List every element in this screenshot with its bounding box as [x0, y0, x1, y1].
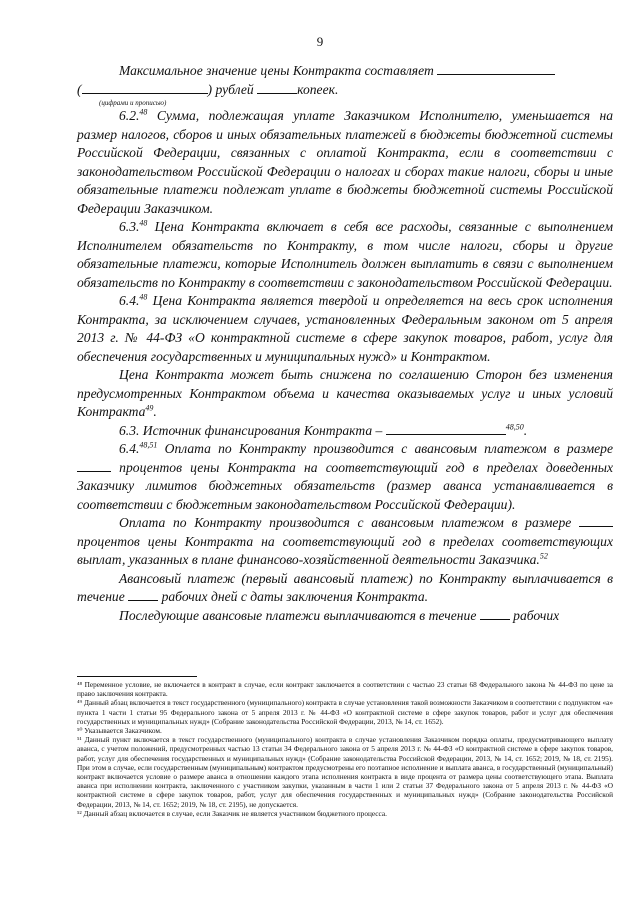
max-price-amount-line: ( ) рублей копеек.	[77, 81, 339, 97]
footnote-48: ⁴⁸ Переменное условие, не включается в контракт в случае, если контракт заключается в соответствии с частью 23 статьи 68 Федерального закона № 44-ФЗ по цене за право заключения контракта.	[77, 680, 613, 699]
first-advance-paragraph: Авансовый платеж (первый авансовый платеж) по Контракту выплачивается в течение рабочих дней с даты заключения Контракта.	[77, 570, 613, 604]
kopeck-blank	[257, 81, 297, 94]
first-advance-days-blank	[128, 588, 158, 601]
price-reduction-paragraph: Цена Контракта может быть снижена по соглашению Сторон без изменения предусмотренных Контрактом объема и качества оказываемых услуг и иных условий Контракта$^{49}$.	[77, 367, 613, 419]
footnote-52: ⁵² Данный абзац включается в случае, если Заказчик не является участником бюджетного процесса.	[77, 808, 387, 818]
clause-6-2: 6.2.48 Сумма, подлежащая уплате Заказчиком Исполнителю, уменьшается на размер налогов, сборов и иных обязательных платежей в бюджеты бюджетной системы Российской Федерации, связанных с оплатой Контракта, если в соответствии с законодательством Российской Федерации о налогах и сборах такие налоги, сборы и иные обязательные платежи подлежат уплате в бюджеты бюджетной системы Российской Федерации Заказчиком.	[77, 107, 613, 216]
amount-blank	[82, 81, 208, 94]
max-price-blank	[437, 62, 555, 75]
amount-caption: (цифрами и прописью)	[99, 99, 167, 107]
clause-6-3-funding-source: 6.3. Источник финансирования Контракта – $^{48,50}$.	[119, 421, 528, 438]
advance-percent-blank	[77, 459, 111, 472]
max-price-paragraph: Максимальное значение цены Контракта составляет	[77, 62, 613, 81]
footnotes	[77, 680, 613, 818]
funding-source-blank	[386, 422, 506, 435]
footnote-separator	[77, 676, 197, 677]
footnote-49: ⁴⁹ Данный абзац включается в текст государственного (муниципального) контракта в случае установления такой возможности Заказчиком в соответствии с подпунктом «а» пункта 1 части 1 статьи 95 Федерального закона от 5 апреля 2013 г. № 44-ФЗ «О контрактной системе в сфере закупок товаров, работ и услуг для обеспечения государственных и муниципальных нужд» (Собрание законодательства Российской Федерации, 2013, № 14, ст. 1652).	[77, 698, 613, 726]
advance-fhd-paragraph: Оплата по Контракту производится с авансовым платежом в размере процентов цены Контракта на соответствующий год в пределах соответствующих выплат, указанных в плане финансово-хозяйственной деятельности Заказчика.$^{52}$	[77, 515, 613, 567]
clause-6-3-price-includes: 6.3.48 Цена Контракта включает в себя все расходы, связанные с выполнением Исполнителем обязательств по Контракту, в том числе налоги, сборы и другие обязательные платежи, которые Исполнитель должен выплатить в связи с выполнением обязательств по Контракту в соответствии с законодательством Российской Федерации.	[77, 218, 614, 290]
clause-6-4-advance: 6.4.$^{48,51}$ Оплата по Контракту производится с авансовым платежом в размере процентов цены Контракта на соответствующий год в пределах доведенных Заказчику лимитов бюджетных обязательств (размер аванса устанавливается в соответствии с бюджетным законодательством Российской Федерации).	[77, 440, 613, 512]
next-advance-days-blank	[480, 607, 510, 620]
contract-body	[77, 62, 613, 625]
footnote-50: ⁵⁰ Указывается Заказчиком.	[77, 726, 162, 736]
next-advance-paragraph: Последующие авансовые платежи выплачиваются в течение рабочих	[119, 607, 560, 623]
footnote-51: ⁵¹ Данный пункт включается в текст государственного (муниципального) контракта в случае установления Заказчиком порядка оплаты, предусматривающего выплату аванса, с учетом положений, предусмотренных частью 13 статьи 34 Федерального закона от 5 апреля 2013 г. № 44-ФЗ «О контрактной системе в сфере закупок товаров, работ, услуг для обеспечения государственных и муниципальных нужд» (Собрание законодательства Российской Федерации, 2013, № 14, ст. 1652; 2019, № 18, ст. 2195). При этом в случае, если государственным (муниципальным) контрактом предусмотрены его поэтапное исполнение и выплата аванса, в государственный (муниципальный) контракт включается условие о размере аванса в отношении каждого этапа исполнения контракта в виде процента от размера цены соответствующего этапа. Выплата аванса при исполнении контракта, заключенного с участником закупки, указанным в части 1 или 2 статьи 37 Федерального закона от 5 апреля 2013 г. № 44-ФЗ «О контрактной системе в сфере закупок товаров, работ, услуг для обеспечения государственных и муниципальных нужд» (Собрание законодательства Российской Федерации, 2013, № 14, ст. 1652; 2019, № 18, ст. 2195), не допускается.	[77, 735, 613, 809]
clause-6-4-fixed-price: 6.4.48 Цена Контракта является твердой и определяется на весь срок исполнения Контракта, за исключением случаев, установленных Федеральным законом от 5 апреля 2013 г. № 44-ФЗ «О контрактной системе в сфере закупок товаров, работ, услуг для обеспечения государственных и муниципальных нужд» и Контрактом.	[77, 292, 613, 364]
advance-fhd-percent-blank	[579, 514, 613, 527]
page-number: 9	[316, 34, 324, 49]
